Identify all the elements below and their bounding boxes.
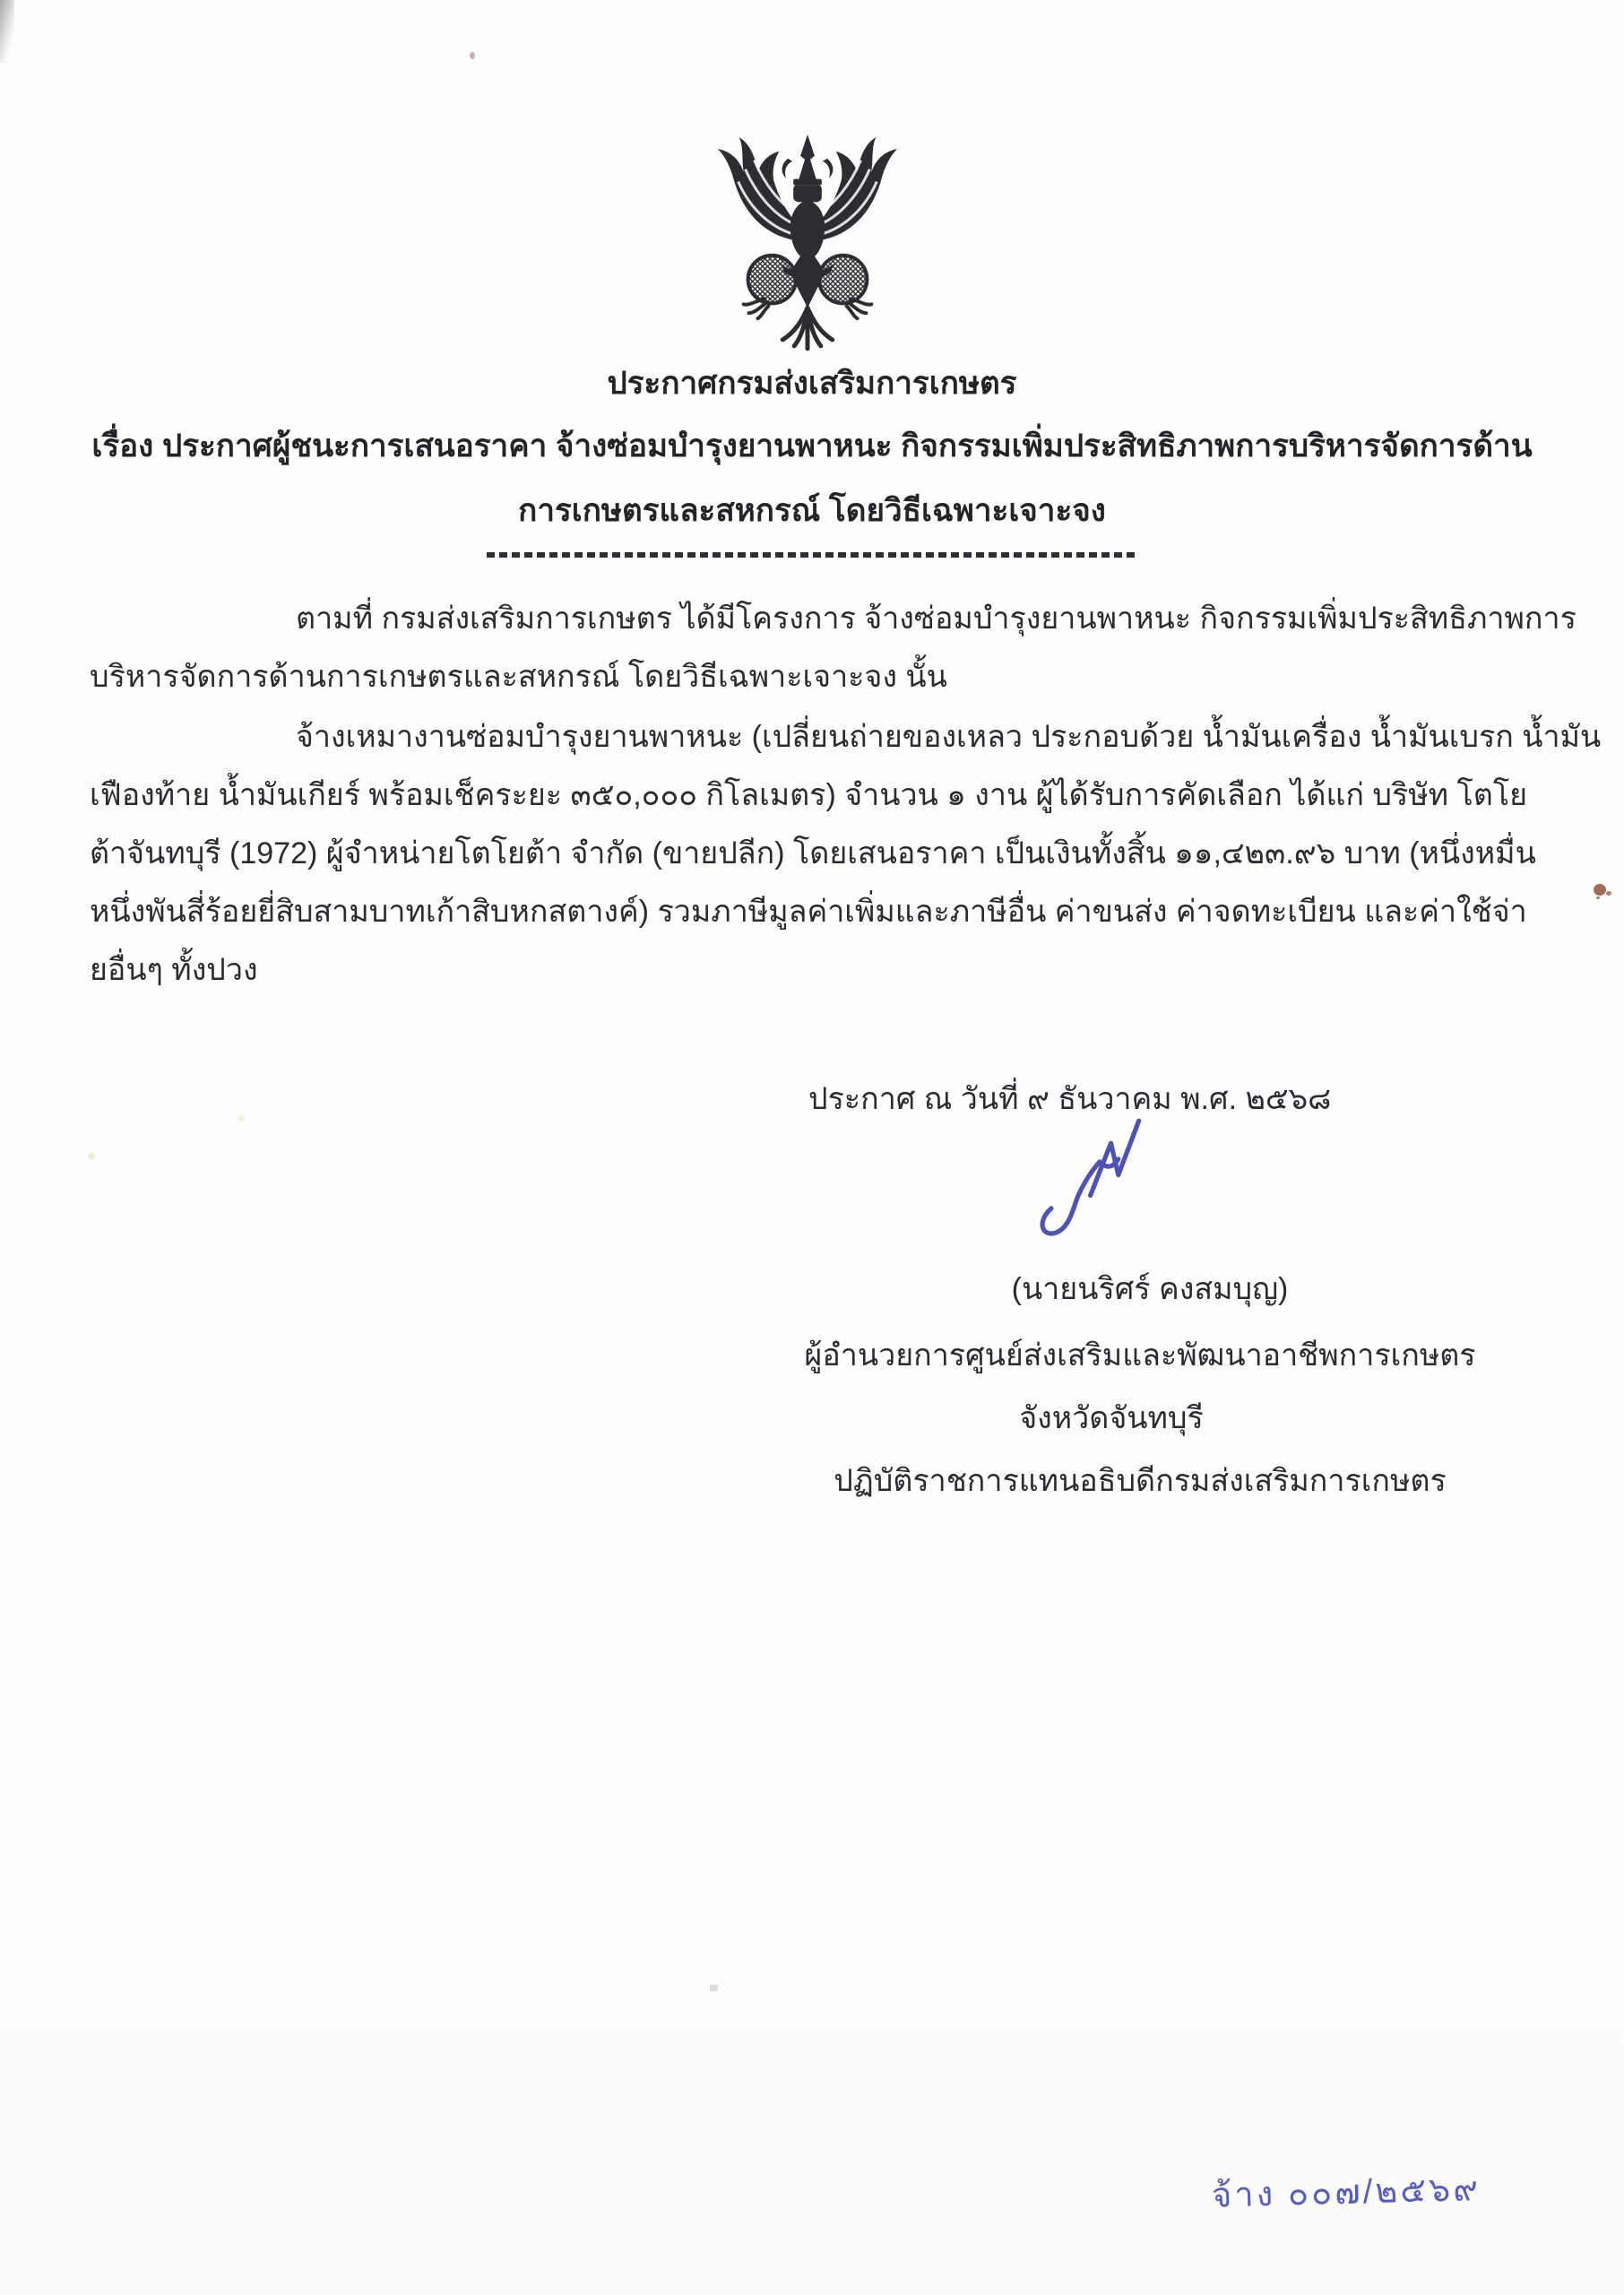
subject-line-2: การเกษตรและสหกรณ์ โดยวิธีเฉพาะเจาะจง: [518, 493, 1106, 528]
scan-speck: [88, 1153, 95, 1160]
scan-speck: [1594, 884, 1606, 896]
handwritten-reference-note: จ้าง ๐๐๗/๒๕๖๙: [1211, 2170, 1481, 2215]
dashed-divider: [487, 552, 1135, 558]
signature-icon: [1024, 1115, 1176, 1255]
garuda-emblem-icon: [710, 131, 905, 355]
signer-position-line3: ปฏิบัติราชการแทนอธิบดีกรมส่งเสริมการเกษตร: [834, 1464, 1447, 1498]
subject-line-1: เรื่อง ประกาศผู้ชนะการเสนอราคา จ้างซ่อมบำรุงยานพาหนะ กิจกรรมเพิ่มประสิทธิภาพการบริหารจัดการด้าน: [91, 429, 1533, 463]
scan-speck: [238, 1115, 245, 1122]
signer-position-line1: ผู้อำนวยการศูนย์ส่งเสริมและพัฒนาอาชีพการเกษตร: [804, 1338, 1476, 1373]
announcement-date-line: ประกาศ ณ วันที่ ๙ ธันวาคม พ.ศ. ๒๕๖๘: [808, 1082, 1332, 1116]
signer-position-line2: จังหวัดจันทบุรี: [1019, 1401, 1204, 1435]
paragraph1-line1: ตามที่ กรมส่งเสริมการเกษตร ได้มีโครงการ จ้างซ่อมบำรุงยานพาหนะ กิจกรรมเพิ่มประสิทธิภาพการ: [296, 602, 1576, 636]
paragraph2-line3: ต้าจันทบุรี (1972) ผู้จำหน่ายโตโยต้า จำกัด (ขายปลีก) โดยเสนอราคา เป็นเงินทั้งสิ้น ๑๑,๔๒๓.๙๖ บาท (หนึ่งหมื่น: [90, 836, 1536, 870]
scan-speck: [710, 1985, 718, 1991]
scan-corner-artifact: [0, 0, 14, 63]
paragraph2-line1: จ้างเหมางานซ่อมบำรุงยานพาหนะ (เปลี่ยนถ่ายของเหลว ประกอบด้วย น้ำมันเครื่อง น้ำมันเบรก น้ำมัน: [296, 720, 1602, 754]
paragraph2-line4: หนึ่งพันสี่ร้อยยี่สิบสามบาทเก้าสิบหกสตางค์) รวมภาษีมูลค่าเพิ่มและภาษีอื่น ค่าขนส่ง ค่าจดทะเบียน และค่าใช้จ่า: [90, 895, 1527, 929]
paragraph1-line2: บริหารจัดการด้านการเกษตรและสหกรณ์ โดยวิธีเฉพาะเจาะจง นั้น: [90, 660, 947, 694]
page-title: ประกาศกรมส่งเสริมการเกษตร: [607, 366, 1017, 401]
scan-speck: [470, 52, 475, 59]
paragraph2-line2: เฟืองท้าย น้ำมันเกียร์ พร้อมเช็คระยะ ๓๕๐,๐๐๐ กิโลเมตร) จำนวน ๑ งาน ผู้ได้รับการคัดเลือก ได้แก่ บริษัท โตโย: [90, 778, 1528, 812]
signer-name: (นายนริศร์ คงสมบุญ): [1011, 1272, 1289, 1306]
paragraph2-line5: ยอื่นๆ ทั้งปวง: [90, 953, 258, 987]
